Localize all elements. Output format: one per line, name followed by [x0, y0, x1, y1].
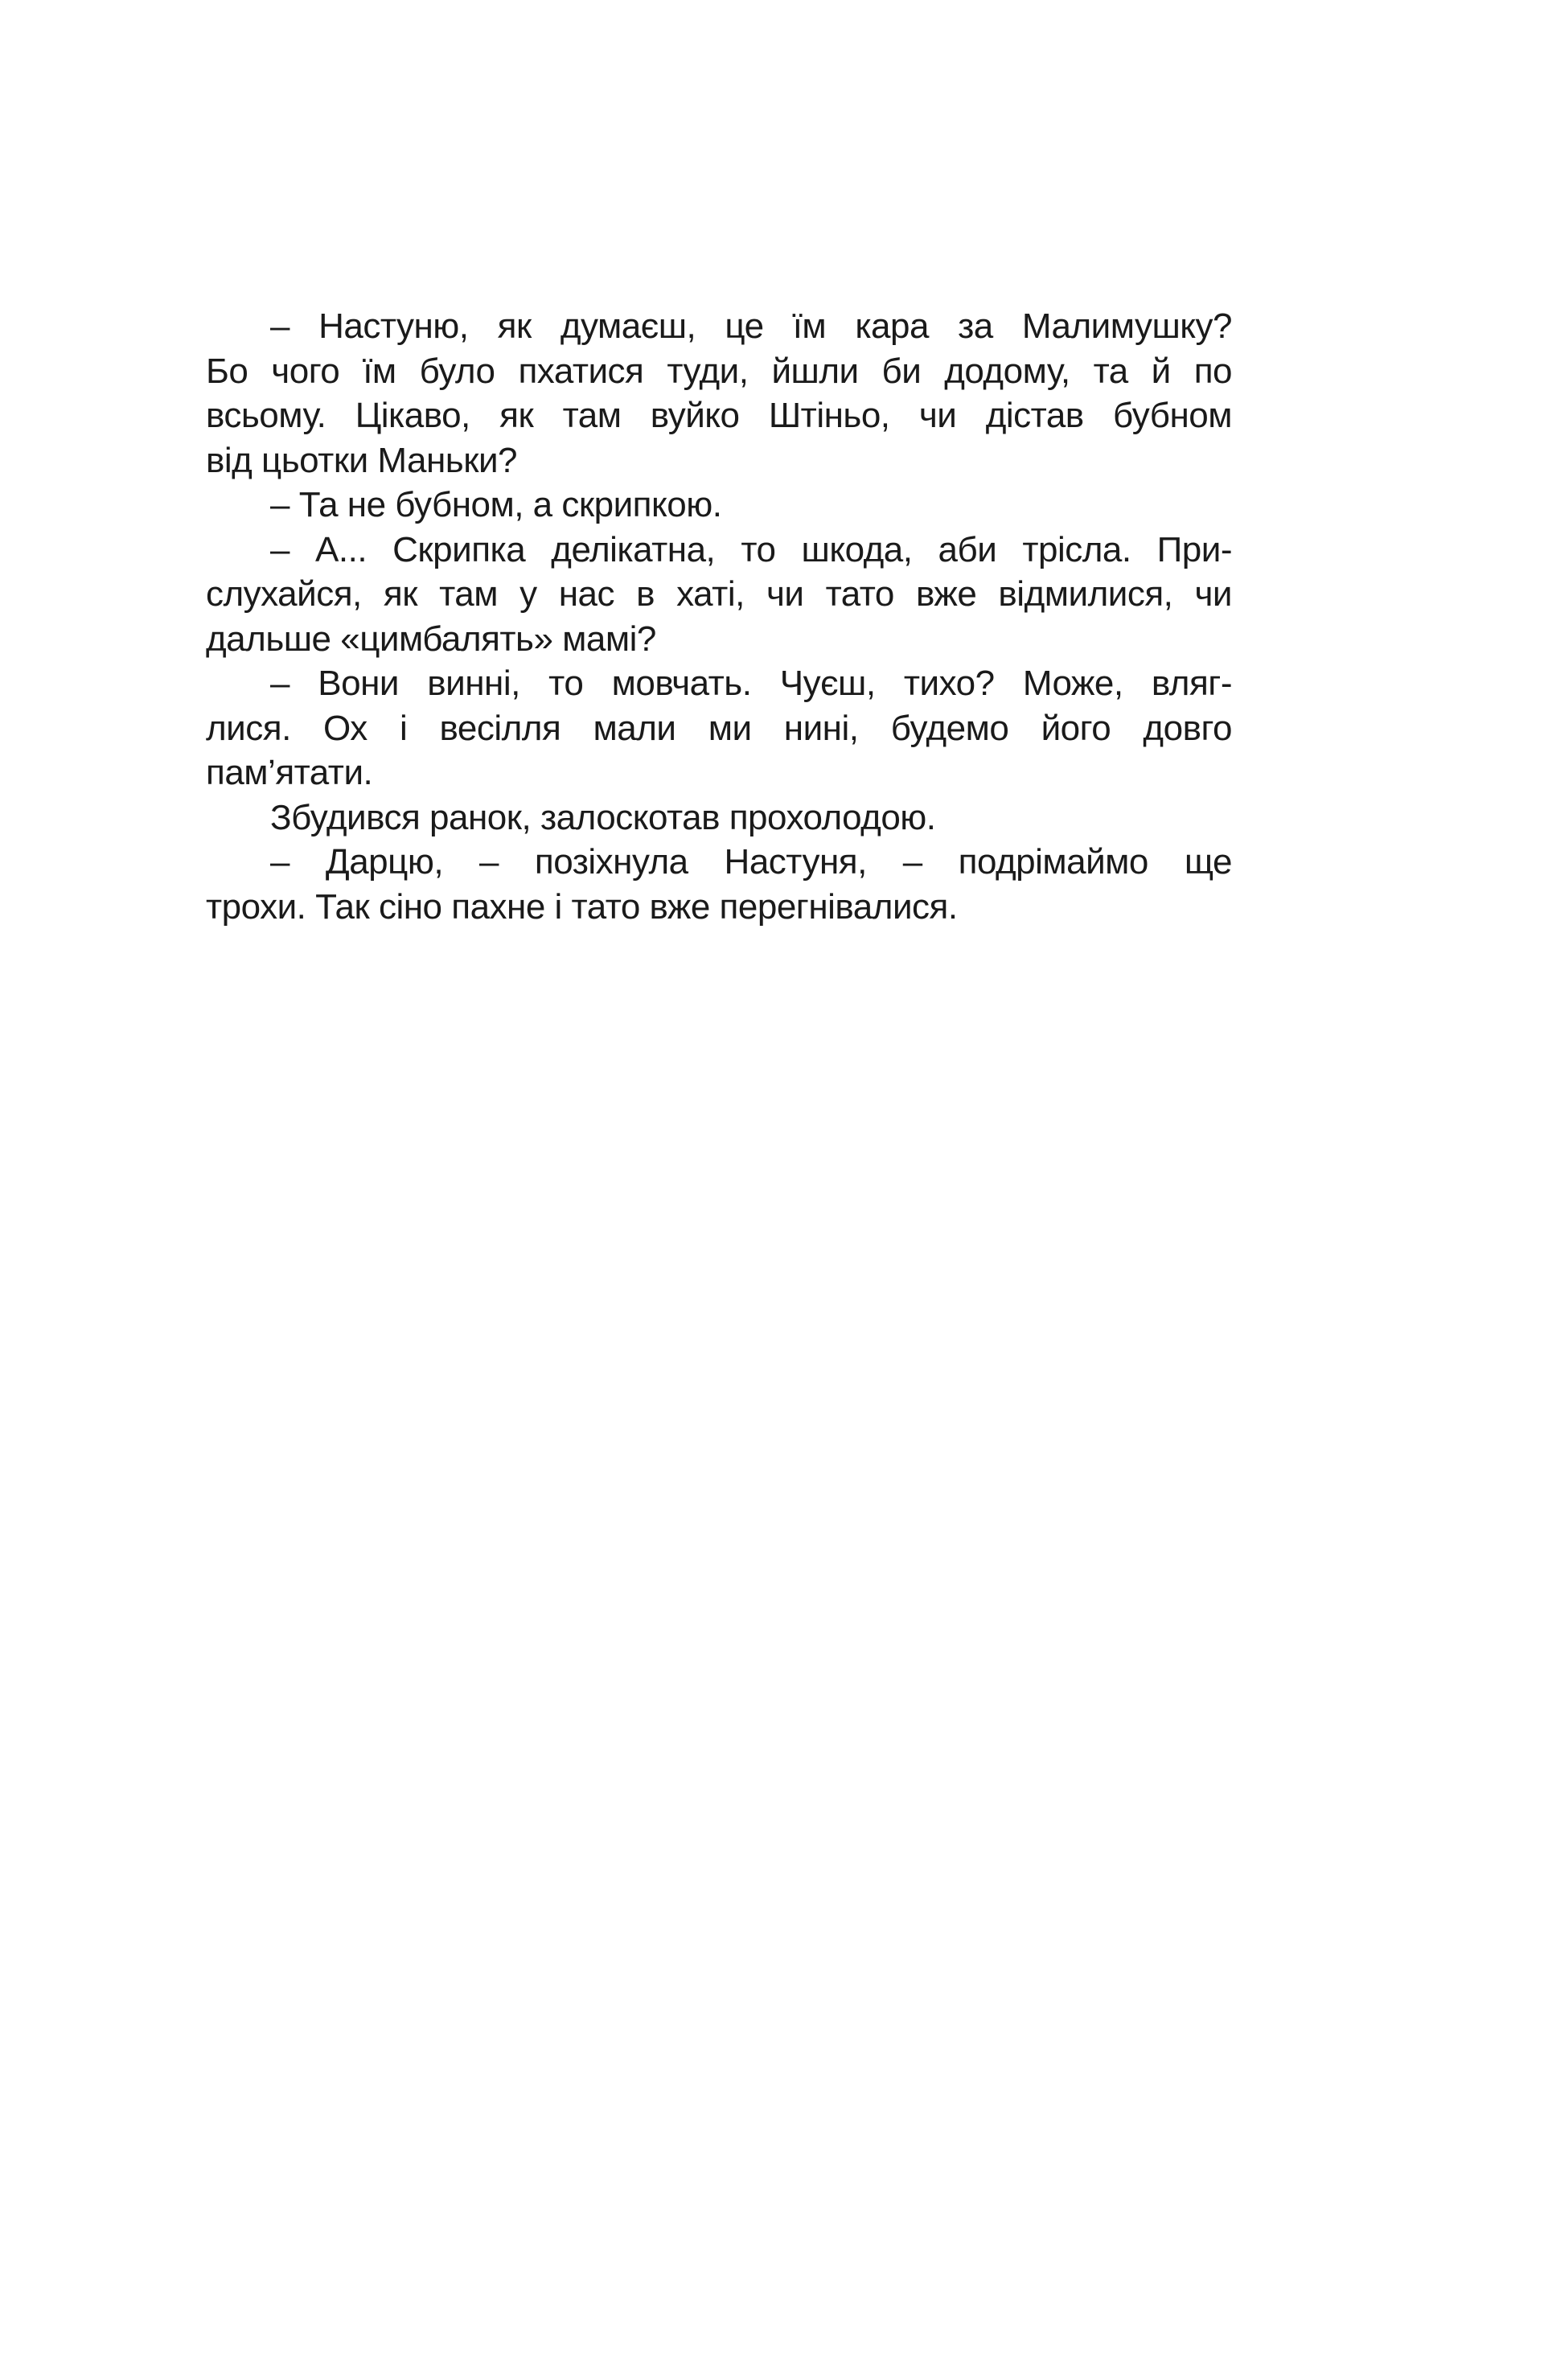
text-line: трохи. Так сіно пахне і тато вже перегнівалися.: [206, 886, 958, 927]
text-line: слухайся, як там у нас в хаті, чи тато вже відмилися, чи: [206, 574, 1232, 614]
text-line: пам’ятати.: [206, 753, 373, 792]
text-line: – Та не бубном, а скрипкою.: [270, 485, 722, 524]
page-text-block: [206, 304, 1232, 929]
text-line: лися. Ох і весілля мали ми нині, будемо його довго: [206, 708, 1232, 748]
text-line: всьому. Цікаво, як там вуйко Штіньо, чи дістав бубном: [206, 396, 1232, 435]
text-line: – Настуню, як думаєш, це їм кара за Малимушку?: [270, 306, 1232, 346]
text-line: від цьотки Маньки?: [206, 440, 518, 480]
text-line: Бо чого їм було пхатися туди, йшли би додому, та й по: [206, 351, 1232, 391]
text-line: – Дарцю, – позіхнула Настуня, – подрімаймо ще: [270, 842, 1232, 882]
text-line: – А... Скрипка делікатна, то шкода, аби трісла. При-: [270, 529, 1232, 569]
text-line: – Вони винні, то мовчать. Чуєш, тихо? Може, вляг-: [270, 664, 1232, 703]
text-line: дальше «цимбалять» мамі?: [206, 619, 656, 659]
text-line: Збудився ранок, залоскотав прохолодою.: [270, 797, 936, 837]
